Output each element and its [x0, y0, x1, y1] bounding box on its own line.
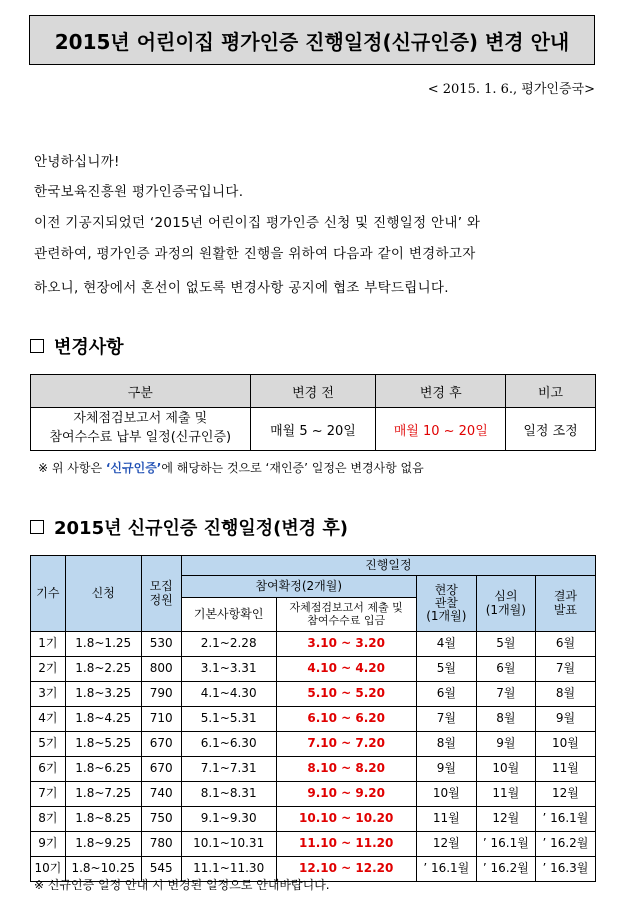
- table-row: [31, 732, 596, 757]
- quota-cell: 530: [141, 632, 181, 657]
- self-report-cell: 5.10 ~ 5.20: [276, 682, 416, 707]
- review-cell: 12월: [476, 807, 535, 832]
- period-cell: 10기: [31, 857, 66, 882]
- basic-check-cell: 9.1~9.30: [181, 807, 276, 832]
- header-before: 변경 전: [250, 375, 376, 408]
- basic-check-cell: 8.1~8.31: [181, 782, 276, 807]
- table-row: [31, 807, 596, 832]
- body-line-3: 하오니, 현장에서 혼선이 없도록 변경사항 공지에 협조 부탁드립니다.: [34, 280, 449, 296]
- field-cell: 12월: [416, 832, 476, 857]
- header-remarks: 비고: [506, 375, 596, 408]
- apply-cell: 1.8~1.25: [65, 632, 141, 657]
- self-report-cell: 11.10 ~ 11.20: [276, 832, 416, 857]
- field-cell: 7월: [416, 707, 476, 732]
- section-schedule-heading: [30, 514, 348, 540]
- result-cell: 6월: [535, 632, 595, 657]
- header-progress: 진행일정: [181, 556, 595, 576]
- changes-table: [30, 374, 596, 451]
- table-row: [31, 657, 596, 682]
- header-basic-check: 기본사항확인: [181, 598, 276, 632]
- header-category: 구분: [31, 375, 251, 408]
- self-report-cell: 8.10 ~ 8.20: [276, 757, 416, 782]
- field-cell: 11월: [416, 807, 476, 832]
- schedule-footnote: ※ 신규인증 일정 안내 시 변경된 일정으로 안내바랍니다.: [34, 878, 330, 892]
- header-apply: 신청: [65, 556, 141, 632]
- apply-cell: 1.8~10.25: [65, 857, 141, 882]
- result-cell: 9월: [535, 707, 595, 732]
- header-quota: 모집 정원: [141, 556, 181, 632]
- period-cell: 6기: [31, 757, 66, 782]
- basic-check-cell: 10.1~10.31: [181, 832, 276, 857]
- intro-line: 한국보육진흥원 평가인증국입니다.: [34, 184, 244, 200]
- result-cell: 10월: [535, 732, 595, 757]
- field-cell: 8월: [416, 732, 476, 757]
- apply-cell: 1.8~6.25: [65, 757, 141, 782]
- basic-check-cell: 6.1~6.30: [181, 732, 276, 757]
- header-after: 변경 후: [376, 375, 506, 408]
- body-line-2: 관련하여, 평가인증 과정의 원활한 진행을 위하여 다음과 같이 변경하고자: [34, 246, 476, 262]
- field-cell: ’ 16.1월: [416, 857, 476, 882]
- quota-cell: 750: [141, 807, 181, 832]
- field-cell: 9월: [416, 757, 476, 782]
- quota-cell: 740: [141, 782, 181, 807]
- basic-check-cell: 3.1~3.31: [181, 657, 276, 682]
- self-report-cell: 7.10 ~ 7.20: [276, 732, 416, 757]
- period-cell: 9기: [31, 832, 66, 857]
- period-cell: 4기: [31, 707, 66, 732]
- review-cell: 10월: [476, 757, 535, 782]
- apply-cell: 1.8~7.25: [65, 782, 141, 807]
- result-cell: ’ 16.1월: [535, 807, 595, 832]
- body-line-1: 이전 기공지되었던 ‘2015년 어린이집 평가인증 신청 및 진행일정 안내’ 와: [34, 215, 481, 231]
- review-cell: 9월: [476, 732, 535, 757]
- apply-cell: 1.8~2.25: [65, 657, 141, 682]
- self-report-cell: 3.10 ~ 3.20: [276, 632, 416, 657]
- result-cell: ’ 16.3월: [535, 857, 595, 882]
- review-cell: 8월: [476, 707, 535, 732]
- basic-check-cell: 7.1~7.31: [181, 757, 276, 782]
- apply-cell: 1.8~8.25: [65, 807, 141, 832]
- section-changes-heading: [30, 333, 124, 359]
- review-cell: 6월: [476, 657, 535, 682]
- self-report-cell: 10.10 ~ 10.20: [276, 807, 416, 832]
- self-report-cell: 6.10 ~ 6.20: [276, 707, 416, 732]
- apply-cell: 1.8~4.25: [65, 707, 141, 732]
- result-cell: 7월: [535, 657, 595, 682]
- document-title: [29, 15, 595, 65]
- header-period: 기수: [31, 556, 66, 632]
- section-schedule-title: 2015년 신규인증 진행일정(변경 후): [54, 518, 349, 539]
- result-cell: ’ 16.2월: [535, 832, 595, 857]
- field-cell: 10월: [416, 782, 476, 807]
- header-result: 결과 발표: [535, 576, 595, 632]
- field-cell: 4월: [416, 632, 476, 657]
- self-report-cell: 4.10 ~ 4.20: [276, 657, 416, 682]
- period-cell: 7기: [31, 782, 66, 807]
- basic-check-cell: 5.1~5.31: [181, 707, 276, 732]
- checkbox-square-icon: [30, 520, 44, 534]
- result-cell: 11월: [535, 757, 595, 782]
- schedule-header-row-1: [31, 556, 596, 576]
- table-row: [31, 682, 596, 707]
- quota-cell: 545: [141, 857, 181, 882]
- self-report-cell: 12.10 ~ 12.20: [276, 857, 416, 882]
- after-cell: 매월 10 ~ 20일: [376, 408, 506, 451]
- footnote-highlight: ‘신규인증’: [105, 461, 162, 475]
- period-cell: 3기: [31, 682, 66, 707]
- table-row: [31, 757, 596, 782]
- checkbox-square-icon: [30, 339, 44, 353]
- field-cell: 6월: [416, 682, 476, 707]
- section-changes-title: 변경사항: [54, 337, 124, 358]
- header-field: 현장 관찰 (1개월): [416, 576, 476, 632]
- review-cell: ’ 16.2월: [476, 857, 535, 882]
- review-cell: ’ 16.1월: [476, 832, 535, 857]
- period-cell: 8기: [31, 807, 66, 832]
- quota-cell: 670: [141, 732, 181, 757]
- apply-cell: 1.8~9.25: [65, 832, 141, 857]
- result-cell: 8월: [535, 682, 595, 707]
- table-row: [31, 832, 596, 857]
- changes-footnote: [38, 459, 424, 476]
- period-cell: 1기: [31, 632, 66, 657]
- period-cell: 2기: [31, 657, 66, 682]
- basic-check-cell: 11.1~11.30: [181, 857, 276, 882]
- apply-cell: 1.8~3.25: [65, 682, 141, 707]
- changes-table-header: [31, 375, 596, 408]
- table-row: [31, 707, 596, 732]
- quota-cell: 800: [141, 657, 181, 682]
- field-cell: 5월: [416, 657, 476, 682]
- title-text: 2015년 어린이집 평가인증 진행일정(신규인증) 변경 안내: [54, 29, 570, 54]
- table-row: [31, 782, 596, 807]
- greeting: 안녕하십니까!: [34, 154, 120, 170]
- period-cell: 5기: [31, 732, 66, 757]
- header-review: 심의 (1개월): [476, 576, 535, 632]
- review-cell: 5월: [476, 632, 535, 657]
- quota-cell: 780: [141, 832, 181, 857]
- remarks-cell: 일정 조정: [506, 408, 596, 451]
- basic-check-cell: 4.1~4.30: [181, 682, 276, 707]
- footnote-prefix: ※ 위 사항은: [38, 461, 106, 475]
- apply-cell: 1.8~5.25: [65, 732, 141, 757]
- result-cell: 12월: [535, 782, 595, 807]
- schedule-body: [31, 632, 596, 882]
- footnote-suffix: 에 해당하는 것으로 ‘재인증’ 일정은 변경사항 없음: [161, 461, 424, 475]
- item-cell: [31, 408, 251, 451]
- item-line-2: 참여수수료 납부 일정(신규인증): [49, 430, 232, 445]
- header-self-report: 자체점검보고서 제출 및 참여수수료 입금: [276, 598, 416, 632]
- changes-table-row: [31, 408, 596, 451]
- quota-cell: 790: [141, 682, 181, 707]
- self-report-cell: 9.10 ~ 9.20: [276, 782, 416, 807]
- schedule-table: [30, 555, 596, 882]
- header-participation: 참여확정(2개월): [181, 576, 416, 598]
- basic-check-cell: 2.1~2.28: [181, 632, 276, 657]
- review-cell: 7월: [476, 682, 535, 707]
- review-cell: 11월: [476, 782, 535, 807]
- issue-date: < 2015. 1. 6., 평가인증국>: [427, 82, 595, 97]
- quota-cell: 710: [141, 707, 181, 732]
- quota-cell: 670: [141, 757, 181, 782]
- before-cell: 매월 5 ~ 20일: [250, 408, 376, 451]
- table-row: [31, 632, 596, 657]
- item-line-1: 자체점검보고서 제출 및: [73, 411, 208, 427]
